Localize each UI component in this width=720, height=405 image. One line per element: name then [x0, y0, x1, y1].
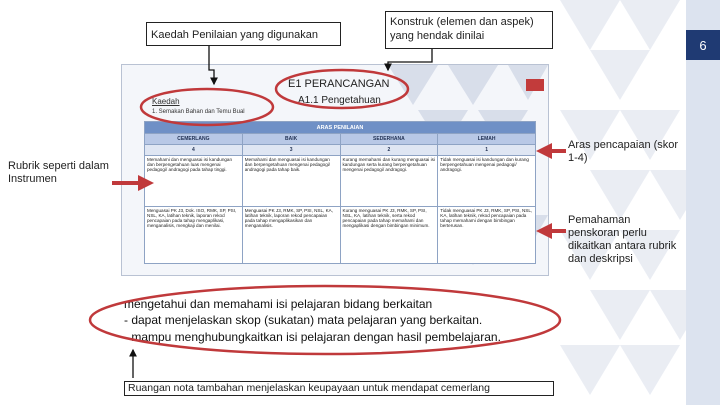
rubric-cell: Memahami dan menguasai isi kandungan dan berpengetahuan mengenai pedagogi/ andragogi pada tahap baik. [242, 156, 340, 207]
e1-title: E1 PERANCANGAN [288, 78, 390, 90]
level-lemah: LEMAH [438, 134, 536, 145]
rubric-cell: Menguasai PK J3, Dok. ISO, RMK, SP, PSI, NSL, KA, latihan teknik, laporan rekod pencapaian pada tahap mengaplikasi, menganalisis, mengkaji dan menilai. [145, 207, 243, 264]
level-sederhana: SEDERHANA [340, 134, 438, 145]
rubric-cell: Kurang memahami dan kurang menguasai isi kandungan serta kurang berpengetahuan mengenai pedagogi/ andragogi. [340, 156, 438, 207]
kaedah-callout: Kaedah Penilaian yang digunakan [146, 22, 341, 46]
level-cemerlang: CEMERLANG [145, 134, 243, 145]
a1-title: A1.1 Pengetahuan [298, 95, 381, 106]
highlight-line-3: - mampu menghubungkaitkan isi pelajaran dengan hasil pembelajaran. [124, 330, 501, 344]
rubric-cell: Tidak menguasai PK J3, RMK, SP, PSI, NSL, KA, latihan teknik, rekod pencapaian pada tahap memahami dengan bimbingan berterusan. [438, 207, 536, 264]
highlight-line-2: - dapat menjelaskan skop (sukatan) mata pelajaran yang berkaitan. [124, 313, 483, 327]
konstruk-callout: Konstruk (elemen dan aspek) yang hendak dinilai [385, 11, 553, 49]
score-4: 4 [145, 145, 243, 156]
rubric-cell: Tidak menguasai isi kandungan dan kurang berpengetahuan mengenai pedagogi/ andragogi. [438, 156, 536, 207]
nota-callout: Ruangan nota tambahan menjelaskan keupayaan untuk mendapat cemerlang [124, 381, 554, 396]
rubric-cell: Menguasai PK J3, RMK, SP, PSI, NSL, KA, latihan teknik, laporan rekod pencapaian pada tahap mengaplikasikan dan menganalisis. [242, 207, 340, 264]
connector-konstruk [388, 49, 432, 70]
rubrik-callout: Rubrik seperti dalam Instrumen [8, 160, 109, 185]
ellipse-e1 [276, 70, 408, 108]
score-2: 2 [340, 145, 438, 156]
rubric-cell: Kurang menguasai PK J3, RMK, SP, PSI, NSL, KA, latihan teknik, serta rekod pencapaian pada tahap memahami dan mengaplikasi dengan bimbingan minimum. [340, 207, 438, 264]
score-3: 3 [242, 145, 340, 156]
kaedah-item: 1. Semakan Bahan dan Temu Bual [152, 109, 245, 115]
pemahaman-callout: Pemahaman penskoran perlu dikaitkan antara rubrik dan deskripsi [568, 214, 677, 265]
ellipse-kaedah [141, 89, 273, 125]
kaedah-label: Kaedah [152, 97, 180, 106]
connector-kaedah [209, 46, 214, 84]
aras-callout: Aras pencapaian (skor 1-4) [568, 139, 679, 164]
rubric-cell: Memahami dan menguasai isi kandungan dan berpengetahuan luas mengenai pedagogi/ andragogi pada tahap tinggi. [145, 156, 243, 207]
aras-header: ARAS PENILAIAN [145, 122, 536, 134]
ellipse-highlight [90, 286, 560, 354]
slide-number: 6 [699, 37, 707, 53]
highlight-line-1: mengetahui dan memahami isi pelajaran bidang berkaitan [124, 297, 433, 311]
level-baik: BAIK [242, 134, 340, 145]
score-1: 1 [438, 145, 536, 156]
